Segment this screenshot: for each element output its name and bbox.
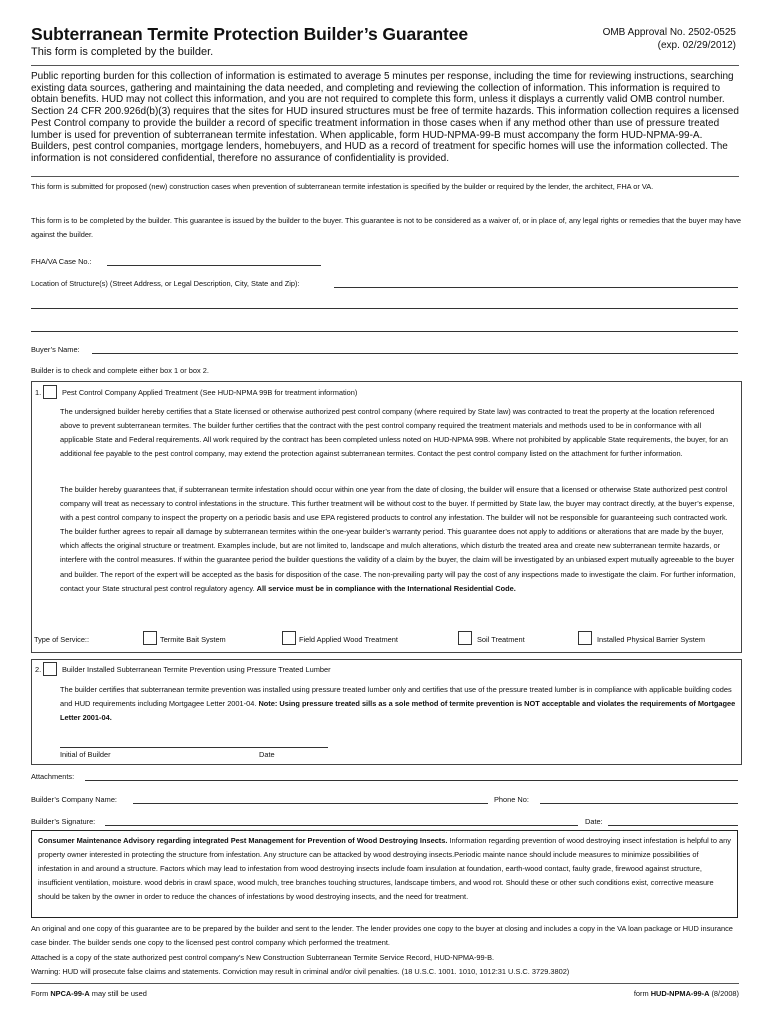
footer-divider: [31, 983, 739, 984]
box-2-certification: [60, 683, 736, 725]
attachments-label: Attachments:: [31, 772, 75, 781]
service-soil-treatment-label: Soil Treatment: [477, 635, 525, 644]
service-termite-bait-checkbox[interactable]: [143, 631, 157, 645]
box-2-warning-note: Note: Using pressure treated sills as a sole method of termite prevention is NOT acceptable and violates the requirements of Mortgagee Letter 2001-04.: [60, 699, 736, 723]
box-2-number: 2.: [35, 665, 42, 674]
box-2-checkbox[interactable]: [43, 662, 57, 676]
omb-expiration: (exp. 02/29/2012): [657, 40, 736, 51]
footer-form-number: HUD-NPMA-99-A: [650, 989, 710, 998]
signature-date-field[interactable]: [608, 825, 738, 826]
footer-right-prefix: form: [633, 989, 649, 998]
box-1-certification: The undersigned builder hereby certifies that a State licensed or otherwise authorized pest control company (where required by State law) was contracted to treat the property at the location referenced above to prevent subterranean termites. The builder further certifies that the contract with the pest control company required the treatment materials and methods used to be in conformance with all applicable State and Federal requirements. All work required by the contract has been completed unless noted on HUD-NPMA 99B. Where not prohibited by applicable State requirements, the buyer, for an additional fee payable to the pest control company, may extend the protection against subterranean termites. Contact the pest control company listed on the attachment for further information.: [60, 407, 728, 459]
phone-label: Phone No:: [494, 795, 529, 804]
service-type-label: Type of Service::: [34, 635, 90, 644]
attachment-note: Attached is a copy of the state authorized pest control company’s New Construction Subterranean Termite Service Record, HUD-NPMA-99-B.: [31, 953, 495, 962]
builder-initial-date-field[interactable]: [60, 747, 328, 748]
attachments-field[interactable]: [85, 780, 738, 781]
company-name-label: Builder’s Company Name:: [31, 795, 117, 804]
box-1-compliance-note: All service must be in compliance with the International Residential Code.: [256, 583, 516, 593]
service-soil-treatment-checkbox[interactable]: [458, 631, 472, 645]
signature-label: Builder’s Signature:: [31, 817, 96, 826]
buyer-name-field[interactable]: [92, 353, 738, 354]
case-no-label: FHA/VA Case No.:: [31, 257, 92, 266]
location-field-line-2[interactable]: [31, 308, 738, 309]
case-no-field[interactable]: [107, 265, 321, 266]
location-field-line-3[interactable]: [31, 331, 738, 332]
distribution-instructions: An original and one copy of this guarantee are to be prepared by the builder and sent to the lender. The lender provides one copy to the buyer at closing and includes a copy in the VA loan package or HUD insurance case binder. The builder sends one copy to the licensed pest control company which performed the treatment.: [31, 924, 733, 948]
burden-divider: [31, 176, 739, 177]
location-field-line-1[interactable]: [334, 287, 738, 288]
omb-approval: [603, 26, 736, 52]
signature-field[interactable]: [105, 825, 578, 826]
box-1-guarantee-text: The builder hereby guarantees that, if subterranean termite infestation should occur within one year from the date of closing, the builder will ensure that a licensed or otherwise State authorized pest control company will treat as necessary to control infestations in the structure. This further treatment will be without cost to the buyer. If permitted by State law, the buyer may contract directly, at the buyer’s expense, with a pest control company to inspect the property on a periodic basis and use EPA registered products to control any infestation. The builder will not be responsible for guaranteeing such contracted work. The builder further agrees to repair all damage by subterranean termites within the one-year builder’s warranty period. This guarantee does not apply to additions or alterations that are made by the buyer, which affects the original structure or treatment. Examples include, but are not limited to, landscape and mulch alterations, which disturb the treated area and create new subterranean termite hazards, or interfere with the control measures. If within the guarantee period the builder questions the validity of a claim by the buyer, the claim will be investigated by an unbiased expert mutually agreeable to the buyer and builder. The report of the expert will be accepted as the basis for disposition of the case. The non-prevailing party will pay the cost of any inspections made to investigate the claim. For further information, contact your State structural pest control regulatory agency.: [60, 485, 736, 593]
box-1-heading: Pest Control Company Applied Treatment (See HUD-NPMA 99B for treatment information): [62, 388, 358, 397]
service-wood-treatment-checkbox[interactable]: [282, 631, 296, 645]
service-physical-barrier-checkbox[interactable]: [578, 631, 592, 645]
box-1-guarantee: [60, 483, 736, 596]
form-title: Subterranean Termite Protection Builder’s Guarantee: [31, 24, 469, 44]
footer-left: [31, 989, 147, 998]
box-2-heading: Builder Installed Subterranean Termite Prevention using Pressure Treated Lumber: [62, 665, 331, 674]
intro-paragraph-1: This form is submitted for proposed (new) construction cases when prevention of subterranean termite infestation is specified by the builder or required by the lender, the architect, FHA or VA.: [31, 182, 654, 191]
footer-right: [634, 989, 739, 998]
header-divider: [31, 65, 739, 66]
advisory-heading: Consumer Maintenance Advisory regarding integrated Pest Management for Prevention of Wood Destroying Insects.: [38, 836, 448, 845]
footer-left-prefix: Form: [31, 989, 49, 998]
service-termite-bait-label: Termite Bait System: [160, 635, 226, 644]
box-2-certification-text: The builder certifies that subterranean termite prevention was installed using pressure treated lumber only and certifies that use of the pressure treated lumber is in compliance with applicable building codes and HUD requirements including Mortgagee Letter 2001-04.: [60, 685, 732, 709]
intro-paragraph-2: This form is to be completed by the builder. This guarantee is issued by the builder to the buyer. This guarantee is not to be considered as a waiver of, or in place of, any legal rights or remedies that the buyer may have against the builder.: [31, 216, 742, 239]
service-physical-barrier-label: Installed Physical Barrier System: [597, 635, 706, 644]
box-1-number: 1.: [35, 388, 42, 397]
burden-statement: Public reporting burden for this collection of information is estimated to average 5 minutes per response, including the time for reviewing instructions, searching existing data sources, gathering and maintaining the data needed, and completing and reviewing the collection of information. This information is required to obtain benefits. HUD may not collect this information, and you are not required to complete this form, unless it displays a currently valid OMB control number. Section 24 CFR 200.926d(b)(3) requires that the sites for HUD insured structures must be free of termite hazards. This information collection requires a licensed Pest Control company to provide the builder a record of specific treatment information in those cases when if any method other than use of pressure treated lumber is used for prevention of subterranean termite infestation. When applicable, form HUD-NPMA-99-B must accompany the form HUD-NPMA-99-A. Builders, pest control companies, mortgage lenders, homebuyers, and HUD as a record of treatment for specific homes will use the information collected. The information is not considered confidential, therefore no assurance of confidentiality is provided.: [31, 71, 739, 164]
initial-of-builder-label: Initial of Builder: [60, 750, 111, 759]
service-wood-treatment-label: Field Applied Wood Treatment: [299, 635, 398, 644]
footer-old-form-number: NPCA-99-A: [50, 989, 90, 998]
false-claims-warning: Warning: HUD will prosecute false claims and statements. Conviction may result in criminal and/or civil penalties. (18 U.S.C. 1001. 1010, 1012:31 U.S.C. 3729.3802): [31, 967, 570, 976]
advisory-text: Information regarding prevention of wood destroying insect infestation is helpful to any property owner interested in protecting the structure from infestation. Any structure can be attacked by wood destroying insects.Periodic mainte nance should include measures to minimize possibilities of infestation in and around a structure. Factors which may lead to infestation from wood destroying insects include foam insulation at foundation, earth-wood contact, faulty grade, firewood against structure, insufficient ventilation, moisture. wood debris in crawl space, wood mulch, tree branches touching structures, landscape timbers, and wood rot. Should these or other such conditions exist, corrective measure should be taken by the owner in order to reduce the chances of infestations by wood destroying insects, and the need for treatment.: [38, 836, 731, 902]
buyer-name-label: Buyer’s Name:: [31, 345, 80, 354]
consumer-advisory: [38, 834, 733, 904]
phone-field[interactable]: [540, 803, 738, 804]
location-label: Location of Structure(s) (Street Address, or Legal Description, City, State and Zip):: [31, 279, 300, 288]
box-1-checkbox[interactable]: [43, 385, 57, 399]
omb-number: OMB Approval No. 2502-0525: [602, 27, 736, 38]
box-instruction: Builder is to check and complete either box 1 or box 2.: [31, 366, 209, 375]
footer-form-date: (8/2008): [711, 989, 739, 998]
footer-left-suffix: may still be used: [91, 989, 147, 998]
initial-date-label: Date: [259, 750, 275, 759]
company-name-field[interactable]: [133, 803, 488, 804]
signature-date-label: Date:: [585, 817, 603, 826]
form-subtitle: This form is completed by the builder.: [31, 46, 214, 58]
